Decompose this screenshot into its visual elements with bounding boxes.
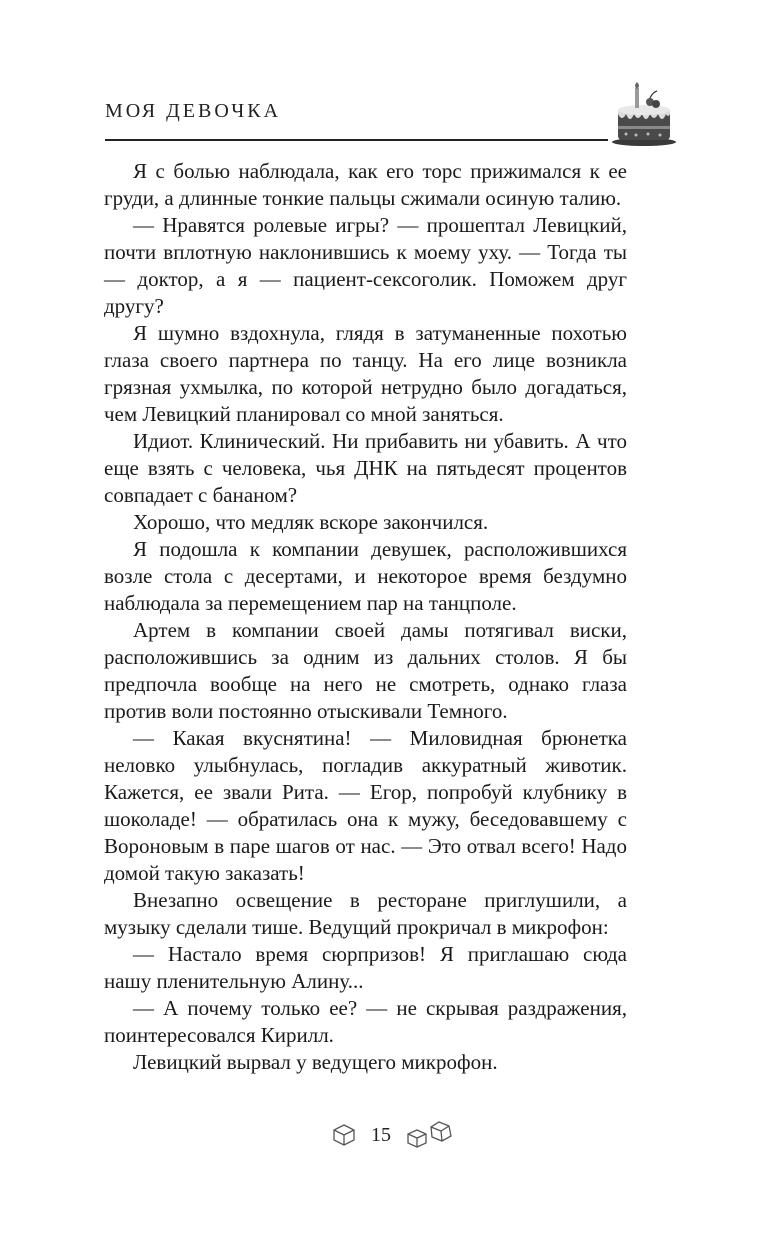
cake-icon: [608, 82, 678, 148]
paragraph: Артем в компании своей дамы потягивал виски, расположившись за одним из дальних столов. Я бы предпочла вообще на него не смотреть, однако глаза против воли постоянно отыскивали Темного.: [104, 618, 627, 723]
paragraph: Левицкий вырвал у ведущего микрофон.: [133, 1050, 498, 1074]
body-text: [104, 158, 627, 1076]
header-rule: [105, 139, 608, 141]
paragraph: Хорошо, что медляк вскоре закончился.: [133, 510, 489, 534]
paragraph: Я шумно вздохнула, глядя в затуманенные похотью глаза своего партнера по танцу. На его лице возникла грязная ухмылка, по которой нетрудно было догадаться, чем Левицкий планировал со мной заняться.: [104, 321, 627, 426]
paragraph: Я с болью наблюдала, как его торс прижимался к ее груди, а длинные тонкие пальцы сжимали осиную талию.: [104, 159, 627, 210]
paragraph: — А почему только ее? — не скрывая раздражения, поинтересовался Кирилл.: [104, 996, 627, 1047]
paragraph: — Настало время сюрпризов! Я приглашаю сюда нашу пленительную Алину...: [104, 942, 627, 993]
paragraph: Внезапно освещение в ресторане приглушили, а музыку сделали тише. Ведущий прокричал в микрофон:: [104, 888, 627, 939]
running-title: МОЯ ДЕВОЧКА: [105, 100, 282, 122]
paragraph: Идиот. Клинический. Ни прибавить ни убавить. А что еще взять с человека, чья ДНК на пятьдесят процентов совпадает с бананом?: [104, 429, 627, 507]
paragraph: — Какая вкуснятина! — Миловидная брюнетка неловко улыбнулась, погладив аккуратный животик. Кажется, ее звали Рита. — Егор, попробуй клубнику в шоколаде! — обратилась она к мужу, беседовавшему с Вороновым в паре шагов от нас. — Это отвал всего! Надо домой такую заказать!: [104, 726, 627, 885]
paragraph: — Нравятся ролевые игры? — прошептал Левицкий, почти вплотную наклонившись к моему уху. — Тогда ты — доктор, а я — пациент-сексоголик. Поможем друг другу?: [104, 213, 627, 318]
paragraph: Я подошла к компании девушек, расположившихся возле стола с десертами, и некоторое время бездумно наблюдала за перемещением пар на танцполе.: [104, 537, 627, 615]
page-footer: [0, 1120, 768, 1153]
page-number: 15: [371, 1123, 391, 1146]
sugar-cubes-icon: [405, 1120, 455, 1150]
sugar-cube-icon: [331, 1123, 357, 1147]
